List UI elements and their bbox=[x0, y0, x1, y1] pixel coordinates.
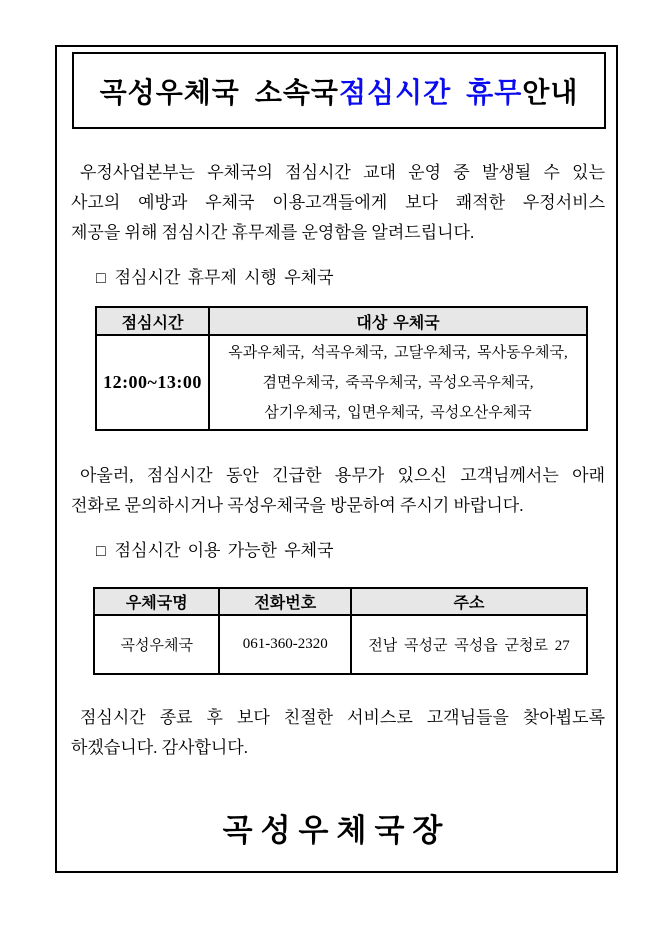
title-text-highlight: 점심시간 휴무 bbox=[338, 77, 523, 109]
offices-line: 삼기우체국, 입면우체국, 곡성오산우체국 bbox=[264, 404, 532, 421]
document-border-frame bbox=[55, 45, 618, 873]
column-header-lunch-time: 점심시간 bbox=[96, 307, 209, 335]
address-cell: 전남 곡성군 곡성읍 군청로 27 bbox=[351, 615, 587, 674]
section-heading-label: 점심시간 휴무제 시행 우체국 bbox=[114, 268, 334, 287]
section-heading-available-office bbox=[96, 536, 610, 567]
table-row bbox=[94, 615, 587, 674]
offices-line: 겸면우체국, 죽곡우체국, 곡성오곡우체국, bbox=[262, 374, 534, 391]
paragraph-line: 하겠습니다. 감사합니다. bbox=[71, 738, 248, 757]
paragraph-line: 점심시간 종료 후 보다 친절한 서비스로 고객님들을 찾아뵙도록 bbox=[80, 708, 605, 727]
offices-line: 옥과우체국, 석곡우체국, 고달우체국, 목사동우체국, bbox=[228, 344, 568, 361]
square-bullet-icon: □ bbox=[96, 543, 106, 560]
signature-postmaster: 곡성우체국장 bbox=[222, 813, 451, 848]
paragraph-line: 우정사업본부는 우체국의 점심시간 교대 운영 중 발생될 수 있는 bbox=[80, 163, 605, 182]
column-header-phone: 전화번호 bbox=[219, 588, 351, 615]
table-header-row bbox=[94, 588, 587, 615]
table-header-row bbox=[96, 307, 587, 335]
target-offices-cell bbox=[209, 335, 587, 430]
office-name-cell: 곡성우체국 bbox=[94, 615, 219, 674]
column-header-office-name: 우체국명 bbox=[94, 588, 219, 615]
intro-paragraph bbox=[71, 158, 605, 248]
available-office-table bbox=[93, 587, 588, 675]
paragraph-line: 아울러, 점심시간 동안 긴급한 용무가 있으신 고객님께서는 아래 bbox=[80, 466, 605, 485]
title-text-post: 안내 bbox=[522, 77, 579, 109]
paragraph-line: 사고의 예방과 우체국 이용고객들에게 보다 쾌적한 우정서비스 bbox=[71, 193, 605, 212]
lunch-time-cell: 12:00~13:00 bbox=[96, 335, 209, 430]
column-header-target-offices: 대상 우체국 bbox=[209, 307, 587, 335]
contact-paragraph bbox=[71, 461, 605, 521]
square-bullet-icon: □ bbox=[96, 270, 106, 287]
closing-paragraph bbox=[71, 703, 605, 763]
title-box bbox=[72, 52, 606, 129]
section-heading-closure-offices bbox=[96, 263, 610, 294]
title-text-pre: 곡성우체국 소속국 bbox=[99, 77, 339, 109]
phone-number-cell: 061-360-2320 bbox=[219, 615, 351, 674]
column-header-address: 주소 bbox=[351, 588, 587, 615]
paragraph-line: 제공을 위해 점심시간 휴무제를 운영함을 알려드립니다. bbox=[71, 223, 475, 242]
section-heading-label: 점심시간 이용 가능한 우체국 bbox=[114, 541, 334, 560]
paragraph-line: 전화로 문의하시거나 곡성우체국을 방문하여 주시기 바랍니다. bbox=[71, 496, 524, 515]
table-row bbox=[96, 335, 587, 430]
closure-schedule-table bbox=[95, 306, 588, 431]
